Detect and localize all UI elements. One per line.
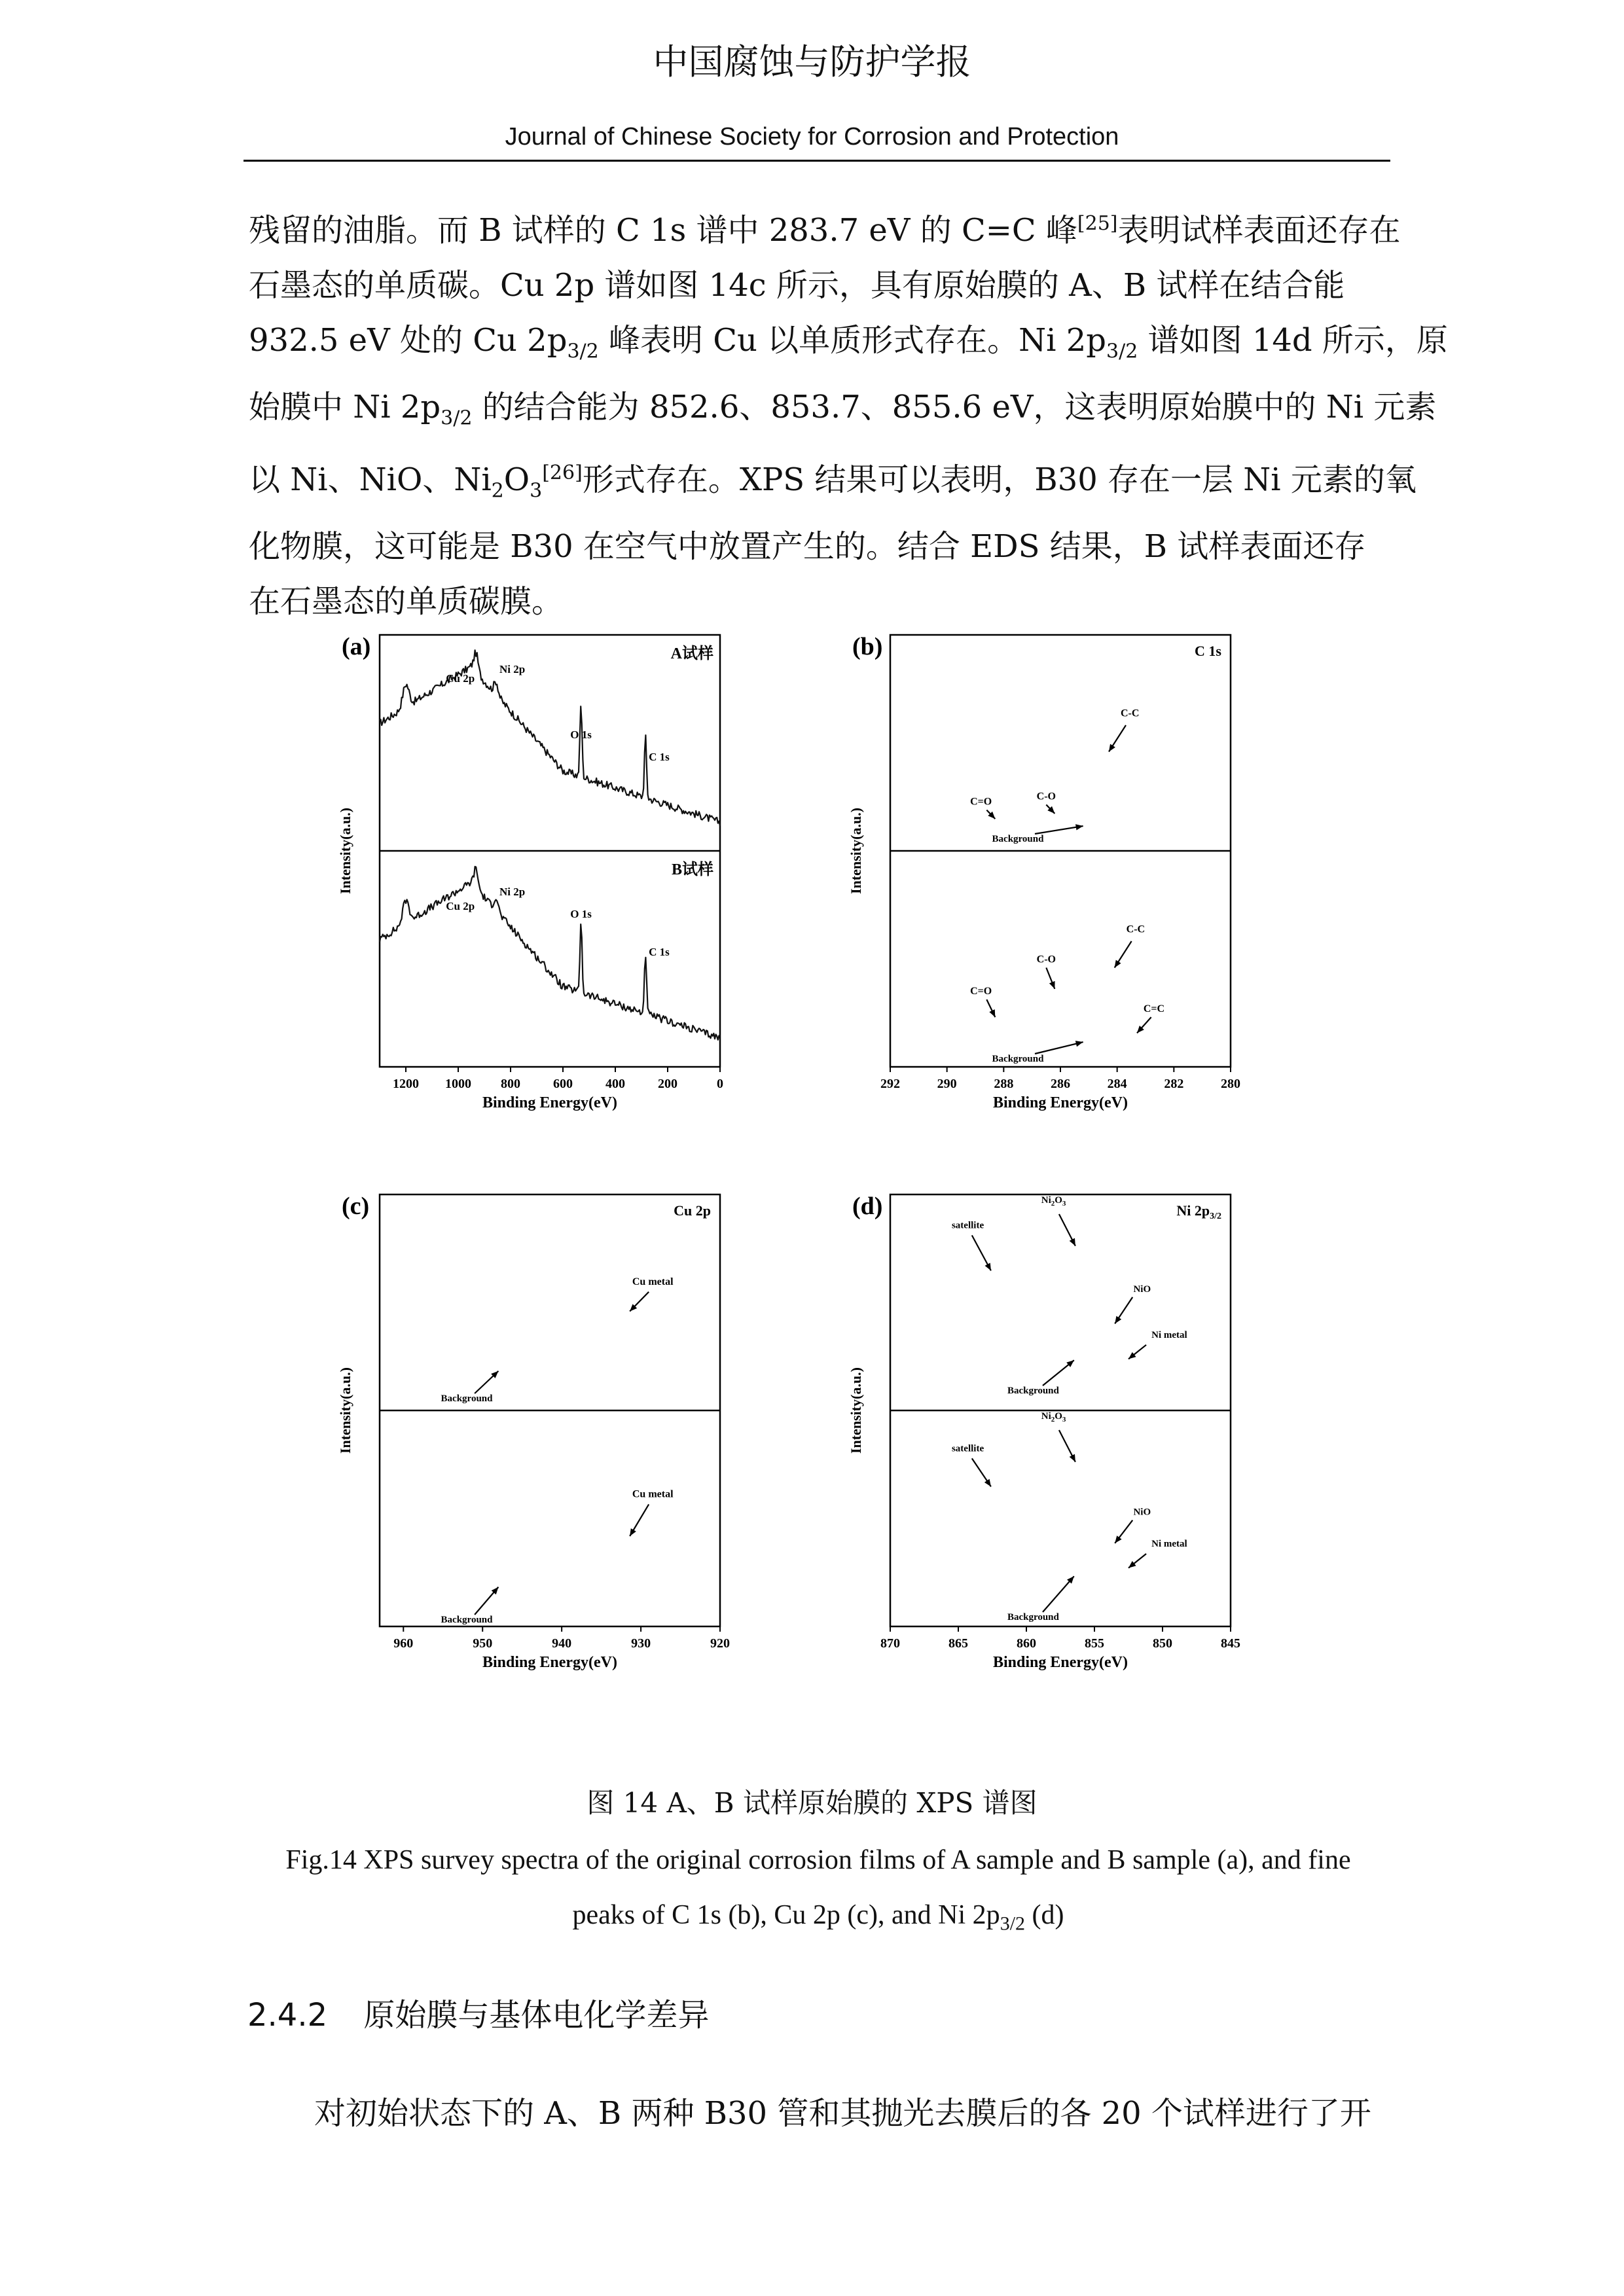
- paragraph-line: 化物膜，这可能是 B30 在空气中放置产生的。结合 EDS 结果，B 试样表面还存: [249, 528, 1366, 565]
- x-tick-label: 870: [880, 1636, 900, 1651]
- arrow-head: [1049, 981, 1055, 989]
- caption-en-line2: peaks of C 1s (b), Cu 2p (c), and Ni $2p_{3/2}$ (d): [572, 1900, 1064, 1935]
- x-axis-label: Binding Energy(eV): [992, 1654, 1128, 1671]
- background-label: Background: [1007, 1612, 1059, 1623]
- panel-label: (a): [342, 633, 371, 660]
- panel-label: (b): [852, 633, 883, 660]
- arrow-head: [1115, 960, 1121, 968]
- background-label: Background: [992, 1054, 1044, 1064]
- x-tick-label: 930: [631, 1636, 651, 1651]
- peak-label-cc: C-C: [1121, 708, 1140, 719]
- peak-label-satellite: satellite: [951, 1220, 984, 1231]
- y-axis-label: Intensity(a.u.): [337, 1367, 353, 1454]
- paragraph-line: 在石墨态的单质碳膜。: [249, 583, 564, 620]
- x-tick-label: 288: [994, 1077, 1014, 1091]
- x-tick-label: 284: [1107, 1077, 1127, 1091]
- background-label: Background: [441, 1615, 493, 1625]
- peak-label-c1s: C 1s: [649, 751, 670, 763]
- x-tick-label: 290: [937, 1077, 957, 1091]
- peak-label-ni2o3: $Ni_2O_3$: [1041, 1411, 1066, 1424]
- x-tick-label: 860: [1017, 1636, 1036, 1651]
- caption-en-line1: Fig.14 XPS survey spectra of the original corrosion films of A sample and B sample (a), and fine: [285, 1845, 1351, 1875]
- x-tick-label: 400: [605, 1077, 625, 1091]
- section-heading: [247, 1990, 709, 2035]
- x-tick-label: 800: [501, 1077, 520, 1091]
- subplot-title: B试样: [671, 861, 713, 878]
- x-axis-label: Binding Energy(eV): [992, 1094, 1128, 1111]
- peak-label-ni2p: Ni 2p: [499, 663, 526, 675]
- x-tick-label: 292: [880, 1077, 900, 1091]
- x-axis-label: Binding Energy(eV): [482, 1654, 618, 1671]
- paragraph-line: 残留的油脂。而 B 试样的 C 1s 谱中 283.7 eV 的 C=C 峰[25]表明试样表面还存在: [249, 212, 1401, 249]
- peak-label-ni-metal: Ni metal: [1151, 1539, 1187, 1550]
- x-tick-label: 865: [948, 1636, 968, 1651]
- peak-label-o1s: O 1s: [570, 908, 592, 920]
- panel-label: (c): [342, 1193, 370, 1220]
- x-tick-label: 286: [1051, 1077, 1070, 1091]
- annotation-arrow: [1035, 826, 1083, 834]
- xps-chart-svg: [327, 628, 785, 1126]
- x-tick-label: 200: [658, 1077, 677, 1091]
- peak-label-nio: NiO: [1133, 1283, 1151, 1295]
- xps-panel-a: [327, 628, 785, 1128]
- xps-panel-b: [838, 628, 1296, 1128]
- subplot-title: C 1s: [1195, 643, 1221, 659]
- panel-label: (d): [852, 1193, 883, 1220]
- section-title: 原始膜与基体电化学差异: [363, 1997, 710, 2034]
- peak-label-c1s: C 1s: [649, 946, 670, 958]
- xps-chart-svg: [838, 1188, 1296, 1685]
- journal-title-en: Journal of Chinese Society for Corrosion and Protection: [505, 123, 1119, 151]
- peak-label-ni2p: Ni 2p: [499, 886, 526, 898]
- section-number: 2.4.2: [247, 1997, 328, 2034]
- x-tick-label: 0: [717, 1077, 723, 1091]
- x-tick-label: 282: [1164, 1077, 1184, 1091]
- x-tick-label: 1200: [393, 1077, 419, 1091]
- y-axis-label: Intensity(a.u.): [848, 1367, 864, 1454]
- peak-label-c-double-c: C=C: [1143, 1003, 1165, 1014]
- subplot-title: Cu 2p: [674, 1202, 711, 1219]
- peak-label-cu2p: Cu 2p: [446, 672, 475, 685]
- survey-spectrum-line: [380, 650, 720, 825]
- peak-label-cc: C-C: [1126, 924, 1146, 935]
- x-tick-label: 280: [1221, 1077, 1240, 1091]
- journal-title-cn: 中国腐蚀与防护学报: [653, 41, 971, 82]
- arrow-head: [1115, 1316, 1121, 1324]
- peak-label-cu-metal: Cu metal: [632, 1276, 674, 1287]
- annotation-arrow: [1035, 1042, 1083, 1054]
- peak-label-c-double-o: C=O: [970, 796, 992, 808]
- peak-label-o1s: O 1s: [570, 728, 592, 741]
- y-axis-label: Intensity(a.u.): [337, 807, 353, 895]
- x-tick-label: 600: [553, 1077, 573, 1091]
- background-label: Background: [992, 834, 1044, 844]
- peak-label-nio: NiO: [1133, 1507, 1151, 1518]
- peak-label-ni2o3: $Ni_2O_3$: [1041, 1195, 1066, 1208]
- x-tick-label: 850: [1153, 1636, 1172, 1651]
- arrow-head: [1109, 744, 1115, 752]
- x-tick-label: 855: [1085, 1636, 1104, 1651]
- peak-label-co: C-O: [1036, 791, 1056, 802]
- xps-panel-d: [838, 1188, 1296, 1688]
- peak-label-co: C-O: [1036, 954, 1056, 965]
- paragraph-line: 以 Ni、NiO、$Ni_2O_3[26]$形式存在。XPS 结果可以表明，B30 存在一层 Ni 元素的氧: [249, 461, 1416, 503]
- peak-label-ni-metal: Ni metal: [1151, 1330, 1187, 1340]
- x-tick-label: 940: [552, 1636, 572, 1651]
- paragraph-line: 932.5 eV 处的 Cu $2p_{3/2}$ 峰表明 Cu 以单质形式存在。Ni $2p_{3/2}$ 谱如图 14d 所示，原: [249, 322, 1448, 363]
- figure-caption-cn: 图 14 A、B 试样原始膜的 XPS 谱图: [586, 1787, 1038, 1819]
- x-tick-label: 845: [1221, 1636, 1240, 1651]
- x-tick-label: 950: [473, 1636, 493, 1651]
- peak-label-cu2p: Cu 2p: [446, 900, 475, 912]
- figure-caption-en: [249, 1833, 1388, 1951]
- body-paragraph-2: 对初始状态下的 A、B 两种 B30 管和其抛光去膜后的各 20 个试样进行了开: [314, 2095, 1371, 2132]
- x-tick-label: 1000: [445, 1077, 471, 1091]
- subplot-title: Ni $2p_{3/2}$: [1176, 1202, 1221, 1221]
- x-axis-label: Binding Energy(eV): [482, 1094, 618, 1111]
- subplot-title: A试样: [670, 645, 713, 662]
- paragraph-line: 石墨态的单质碳。Cu 2p 谱如图 14c 所示，具有原始膜的 A、B 试样在结合能: [249, 267, 1345, 304]
- x-tick-label: 920: [710, 1636, 730, 1651]
- y-axis-label: Intensity(a.u.): [848, 807, 864, 895]
- x-tick-label: 960: [393, 1636, 414, 1651]
- arrow-head: [984, 1479, 991, 1487]
- arrow-head: [1075, 824, 1083, 830]
- xps-chart-svg: [327, 1188, 785, 1685]
- background-label: Background: [1007, 1386, 1059, 1396]
- header-divider: [244, 160, 1390, 162]
- xps-chart-svg: [838, 628, 1296, 1126]
- peak-label-cu-metal: Cu metal: [632, 1488, 674, 1500]
- body-paragraph: [249, 196, 1448, 629]
- paragraph-line: 始膜中 Ni $2p_{3/2}$ 的结合能为 852.6、853.7、855.6 eV，这表明原始膜中的 Ni 元素: [249, 388, 1437, 430]
- xps-panel-c: [327, 1188, 785, 1688]
- background-label: Background: [441, 1393, 493, 1404]
- peak-label-c-double-o: C=O: [970, 986, 992, 997]
- peak-label-satellite: satellite: [951, 1443, 984, 1454]
